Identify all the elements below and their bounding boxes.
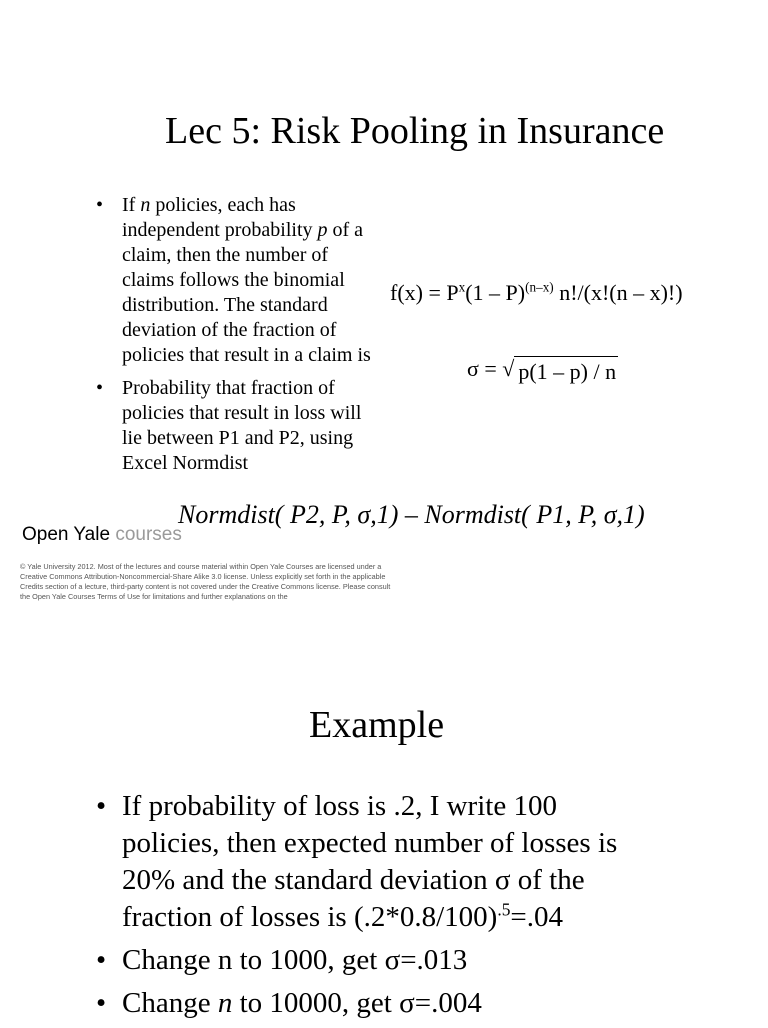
slide2-bullet-1: • If probability of loss is .2, I write 100 policies, then expected number of losses is 20% and the standard deviation σ of the fraction of losses is $(.2*0.8/100)^{.5}=.04$ xyxy=(96,788,656,936)
slide2-bullets xyxy=(96,788,656,1028)
slide1-bullet-1: • If n policies, each has independent probability p of a claim, then the number of claims follows the binomial distribution. The standard deviation of the fraction of policies that result in a claim is xyxy=(96,193,378,368)
slide1-bullet-2: • Probability that fraction of policies that result in loss will lie between P1 and P2, using Excel Normdist xyxy=(96,376,378,476)
sigma-formula: σ = √ p(1 – p) / n xyxy=(467,356,617,384)
slide2-bullet-2: • Change n to 1000, get σ=.013 xyxy=(96,942,656,979)
slide2-title: Example xyxy=(309,704,445,746)
slide1-title: Lec 5: Risk Pooling in Insurance xyxy=(165,110,665,152)
slide2-bullet-3: • Change n to 10000, get σ=.004 xyxy=(96,985,656,1022)
binomial-formula: $f(x) = P^x(1 - P)^{(n-x)}$ n!/(x!(n – x)!) xyxy=(390,279,683,305)
open-yale-logo: Open Yale courses xyxy=(22,524,182,545)
slide1-bullets xyxy=(96,193,378,484)
normdist-formula: Normdist( P2, P, σ,1) – Normdist( P1, P, σ,1) xyxy=(178,500,645,529)
sqrt-icon: √ xyxy=(502,356,515,381)
license-text: © Yale University 2012. Most of the lectures and course material within Open Yale Courses are licensed under a Creative Commons Attribution-Noncommercial-Share Alike 3.0 license. Unless explicitly set forth in the applicable Credits section of a lecture, third-party content is not covered under the Creative Commons license. Please consult the Open Yale Courses Terms of Use for limitations and further explanations on the xyxy=(20,562,391,601)
